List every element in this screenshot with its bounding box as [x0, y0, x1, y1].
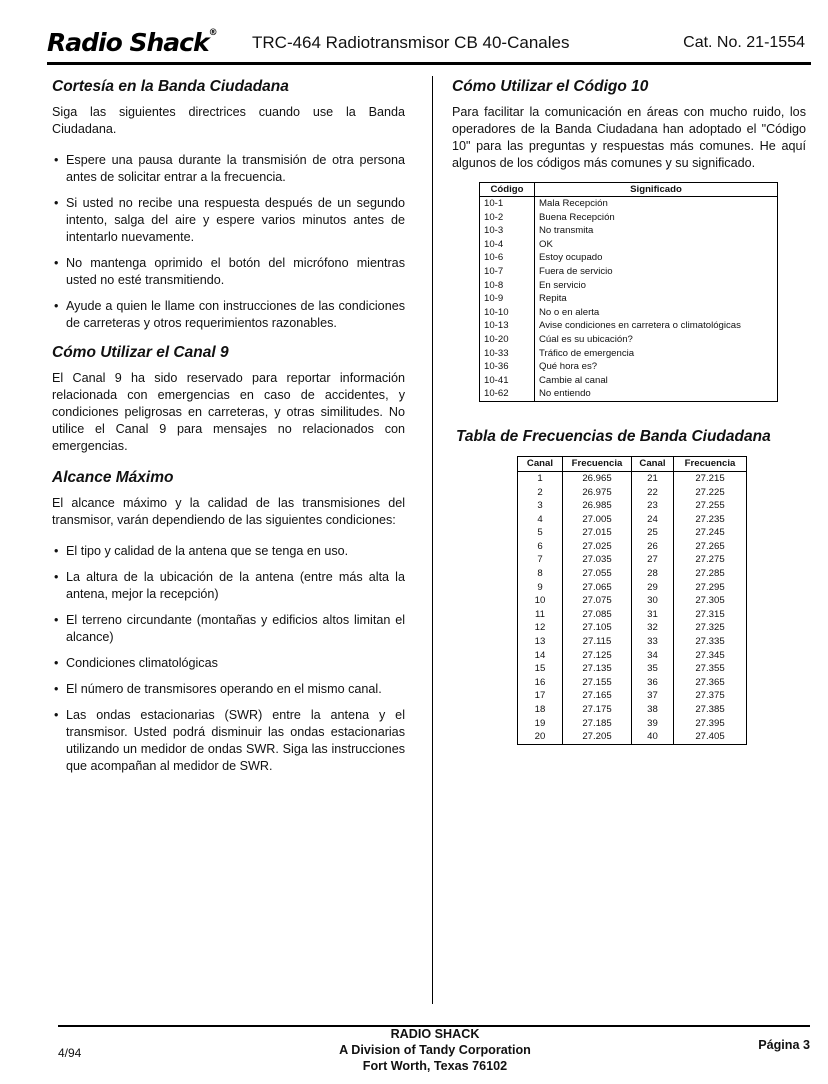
frequency-cell: 27.155 — [563, 676, 632, 690]
channel-cell: 22 — [632, 486, 674, 500]
table-row — [518, 635, 747, 649]
right-column — [452, 78, 806, 745]
code-cell: 10-6 — [480, 251, 535, 265]
meaning-cell: Estoy ocupado — [539, 252, 603, 264]
list-item: • El tipo y calidad de la antena que se tenga en uso. — [52, 543, 405, 560]
frequency-cell: 27.245 — [674, 526, 747, 540]
frequency-cell: 26.975 — [563, 486, 632, 500]
channel-cell: 10 — [518, 594, 563, 608]
code-cell: 10-4 — [480, 238, 535, 252]
frequency-cell: 27.215 — [674, 471, 747, 485]
frequency-cell: 27.325 — [674, 621, 747, 635]
meaning-cell: Repita — [539, 293, 567, 305]
list-item: • No mantenga oprimido el botón del micrófono mientras usted no esté transmitiendo. — [52, 255, 405, 289]
table-row — [480, 319, 778, 333]
list-item: • Si usted no recibe una respuesta después de un segundo intento, salga del aire y espere varios minutos antes de intentarlo nuevamente. — [52, 195, 405, 246]
frequency-cell: 27.005 — [563, 513, 632, 527]
footer-company-block — [300, 1026, 570, 1074]
table-row — [480, 197, 778, 211]
table-row — [518, 662, 747, 676]
channel-cell: 12 — [518, 621, 563, 635]
frequency-cell: 27.185 — [563, 717, 632, 731]
frequency-cell: 27.365 — [674, 676, 747, 690]
code-cell: 10-62 — [480, 387, 535, 401]
channel-cell: 13 — [518, 635, 563, 649]
table-row — [518, 513, 747, 527]
footer-company: RADIO SHACK — [390, 1027, 480, 1041]
channel-cell: 32 — [632, 621, 674, 635]
table-row — [480, 251, 778, 265]
frequency-cell: 27.355 — [674, 662, 747, 676]
frequency-cell: 27.105 — [563, 621, 632, 635]
channel-cell: 25 — [632, 526, 674, 540]
meaning-cell: Avise condiciones en carretera o climatológicas — [539, 320, 741, 332]
code-cell: 10-3 — [480, 224, 535, 238]
table-row — [480, 306, 778, 320]
channel-cell: 37 — [632, 689, 674, 703]
table-row — [518, 730, 747, 744]
bullet-list — [52, 543, 405, 775]
left-column — [52, 78, 405, 784]
section-intro: El alcance máximo y la calidad de las transmisiones del transmisor, varán dependiendo de las siguientes condiciones: — [52, 496, 405, 527]
channel-cell: 30 — [632, 594, 674, 608]
radio-shack-logo — [47, 28, 217, 57]
codes-table-body — [480, 197, 778, 402]
channel-cell: 18 — [518, 703, 563, 717]
frequency-cell: 27.115 — [563, 635, 632, 649]
channel-cell: 8 — [518, 567, 563, 581]
table-row — [518, 594, 747, 608]
page-header — [47, 26, 807, 66]
frequency-cell: 27.205 — [563, 730, 632, 744]
channel-cell: 2 — [518, 486, 563, 500]
list-item: • La altura de la ubicación de la antena (entre más alta la antena, mejor la recepción) — [52, 569, 405, 603]
frequency-cell: 27.125 — [563, 649, 632, 663]
bullet-list — [52, 152, 405, 332]
column-header: Frecuencia — [563, 456, 632, 471]
table-row — [480, 292, 778, 306]
code-cell: 10-1 — [480, 197, 535, 211]
frequency-cell: 26.985 — [563, 499, 632, 513]
channel-cell: 1 — [518, 471, 563, 485]
meaning-cell: En servicio — [539, 279, 586, 291]
table-row — [518, 689, 747, 703]
meaning-cell: Cúal es su ubicación? — [539, 333, 633, 345]
code-cell: 10-2 — [480, 211, 535, 225]
frequency-cell: 27.275 — [674, 553, 747, 567]
frequency-cell: 27.345 — [674, 649, 747, 663]
channel-cell: 24 — [632, 513, 674, 527]
code-cell: 10-7 — [480, 265, 535, 279]
frequency-cell: 27.385 — [674, 703, 747, 717]
frequency-cell: 27.025 — [563, 540, 632, 554]
column-header: Canal — [518, 456, 563, 471]
table-row — [518, 621, 747, 635]
list-item: • Condiciones climatológicas — [52, 655, 405, 672]
channel-cell: 28 — [632, 567, 674, 581]
table-row — [518, 608, 747, 622]
frequency-table — [517, 456, 747, 745]
channel-cell: 15 — [518, 662, 563, 676]
section-title: Cortesía en la Banda Ciudadana — [52, 78, 289, 95]
meaning-cell: Mala Recepción — [539, 198, 608, 209]
code-cell: 10-20 — [480, 333, 535, 347]
code-cell: 10-9 — [480, 292, 535, 306]
channel-cell: 11 — [518, 608, 563, 622]
channel-cell: 21 — [632, 471, 674, 485]
table-row — [518, 540, 747, 554]
frequency-cell: 27.035 — [563, 553, 632, 567]
frequency-cell: 27.335 — [674, 635, 747, 649]
channel-cell: 5 — [518, 526, 563, 540]
meaning-cell: Buena Recepción — [539, 211, 615, 223]
code-cell: 10-10 — [480, 306, 535, 320]
codes-table — [479, 182, 778, 402]
column-header: Frecuencia — [674, 456, 747, 471]
frequency-cell: 27.065 — [563, 581, 632, 595]
list-item: • Las ondas estacionarias (SWR) entre la antena y el transmisor. Usted podrá disminuir las ondas estacionarias utilizando un medidor de ondas SWR. Siga las instrucciones que acompañan al medidor de SWR. — [52, 707, 405, 775]
column-header: Código — [480, 183, 535, 197]
table-row — [518, 526, 747, 540]
code-cell: 10-13 — [480, 319, 535, 333]
channel-cell: 17 — [518, 689, 563, 703]
channel-cell: 38 — [632, 703, 674, 717]
table-header-row — [518, 456, 747, 471]
channel-cell: 26 — [632, 540, 674, 554]
list-item: • El número de transmisores operando en el mismo canal. — [52, 681, 405, 698]
catalog-number: Cat. No. 21-1554 — [683, 34, 805, 51]
page-number: Página 3 — [758, 1038, 810, 1052]
column-divider — [432, 76, 433, 1004]
section-channel-9 — [52, 344, 405, 455]
list-item: • Espere una pausa durante la transmisión de otra persona antes de solicitar entrar a la frecuencia. — [52, 152, 405, 186]
table-header-row — [480, 183, 778, 197]
frequency-cell: 27.075 — [563, 594, 632, 608]
frequency-cell: 27.395 — [674, 717, 747, 731]
section-intro: Siga las siguientes directrices cuando use la Banda Ciudadana. — [52, 105, 405, 136]
table-row — [518, 567, 747, 581]
table-row — [480, 265, 778, 279]
table-row — [518, 471, 747, 485]
table-row — [518, 486, 747, 500]
channel-cell: 3 — [518, 499, 563, 513]
table-row — [480, 238, 778, 252]
frequency-cell: 27.085 — [563, 608, 632, 622]
meaning-cell: No entiendo — [539, 388, 591, 400]
table-row — [518, 676, 747, 690]
footer-date: 4/94 — [58, 1046, 82, 1060]
channel-cell: 39 — [632, 717, 674, 731]
logo-text: Radio Shack — [47, 28, 209, 57]
table-row — [518, 703, 747, 717]
frequency-cell: 27.135 — [563, 662, 632, 676]
code-cell: 10-36 — [480, 360, 535, 374]
frequency-cell: 27.225 — [674, 486, 747, 500]
section-text: Para facilitar la comunicación en áreas con mucho ruido, los operadores de la Banda Ciudadana han adoptado el "Código 10" para las preguntas y respuestas más comunes. He aquí algunos de los códigos más comunes y su significado. — [452, 105, 806, 170]
channel-cell: 29 — [632, 581, 674, 595]
frequency-cell: 27.375 — [674, 689, 747, 703]
table-row — [480, 211, 778, 225]
channel-cell: 14 — [518, 649, 563, 663]
channel-cell: 4 — [518, 513, 563, 527]
table-row — [518, 499, 747, 513]
meaning-cell: OK — [539, 238, 553, 250]
table-row — [518, 649, 747, 663]
channel-cell: 16 — [518, 676, 563, 690]
frequency-cell: 27.265 — [674, 540, 747, 554]
column-header: Canal — [632, 456, 674, 471]
frequency-table-title: Tabla de Frecuencias de Banda Ciudadana — [456, 427, 771, 445]
column-header: Significado — [535, 183, 778, 197]
frequency-cell: 27.175 — [563, 703, 632, 717]
frequency-cell: 27.305 — [674, 594, 747, 608]
table-row — [480, 224, 778, 238]
frequency-table-body — [518, 471, 747, 744]
frequency-cell: 26.965 — [563, 471, 632, 485]
frequency-cell: 27.295 — [674, 581, 747, 595]
meaning-cell: Fuera de servicio — [539, 265, 613, 277]
frequency-cell: 27.315 — [674, 608, 747, 622]
table-row — [480, 333, 778, 347]
frequency-cell: 27.165 — [563, 689, 632, 703]
footer-division: A Division of Tandy Corporation — [339, 1043, 531, 1057]
channel-cell: 7 — [518, 553, 563, 567]
section-code-10 — [452, 78, 806, 172]
meaning-cell: No o en alerta — [539, 306, 600, 318]
code-cell: 10-41 — [480, 374, 535, 388]
table-row — [518, 717, 747, 731]
channel-cell: 19 — [518, 717, 563, 731]
channel-cell: 9 — [518, 581, 563, 595]
meaning-cell: Cambie al canal — [539, 374, 608, 386]
channel-cell: 36 — [632, 676, 674, 690]
frequency-cell: 27.055 — [563, 567, 632, 581]
meaning-cell: No transmita — [539, 225, 594, 237]
table-row — [480, 360, 778, 374]
code-cell: 10-33 — [480, 347, 535, 361]
section-title: Cómo Utilizar el Código 10 — [452, 78, 649, 95]
channel-cell: 6 — [518, 540, 563, 554]
table-row — [480, 387, 778, 401]
frequency-cell: 27.235 — [674, 513, 747, 527]
frequency-cell: 27.285 — [674, 567, 747, 581]
channel-cell: 20 — [518, 730, 563, 744]
section-text: El Canal 9 ha sido reservado para reportar información relacionada con emergencias en caso de accidentes, y condiciones peligrosas en carreteras, y otras similitudes. No utilice el Canal 9 para mensajes no relacionados con emergencias. — [52, 371, 405, 453]
channel-cell: 40 — [632, 730, 674, 744]
list-item: • Ayude a quien le llame con instrucciones de las condiciones de carreteras y otros requerimientos razonables. — [52, 298, 405, 332]
code-cell: 10-8 — [480, 279, 535, 293]
channel-cell: 27 — [632, 553, 674, 567]
footer-address: Fort Worth, Texas 76102 — [362, 1059, 508, 1073]
meaning-cell: Tráfico de emergencia — [539, 347, 635, 359]
channel-cell: 34 — [632, 649, 674, 663]
frequency-cell: 27.255 — [674, 499, 747, 513]
channel-cell: 23 — [632, 499, 674, 513]
frequency-cell: 27.015 — [563, 526, 632, 540]
section-max-range — [52, 469, 405, 775]
section-courtesy — [52, 78, 405, 332]
channel-cell: 33 — [632, 635, 674, 649]
table-row — [518, 553, 747, 567]
list-item: • El terreno circundante (montañas y edificios altos limitan el alcance) — [52, 612, 405, 646]
table-row — [518, 581, 747, 595]
meaning-cell: Qué hora es? — [539, 361, 598, 373]
channel-cell: 31 — [632, 608, 674, 622]
document-title: TRC-464 Radiotransmisor CB 40-Canales — [252, 33, 570, 52]
section-title: Cómo Utilizar el Canal 9 — [52, 344, 229, 361]
table-row — [480, 374, 778, 388]
registered-mark: ® — [208, 28, 217, 38]
header-rule — [47, 62, 811, 65]
frequency-cell: 27.405 — [674, 730, 747, 744]
table-row — [480, 347, 778, 361]
section-title: Alcance Máximo — [52, 469, 174, 486]
channel-cell: 35 — [632, 662, 674, 676]
table-row — [480, 279, 778, 293]
